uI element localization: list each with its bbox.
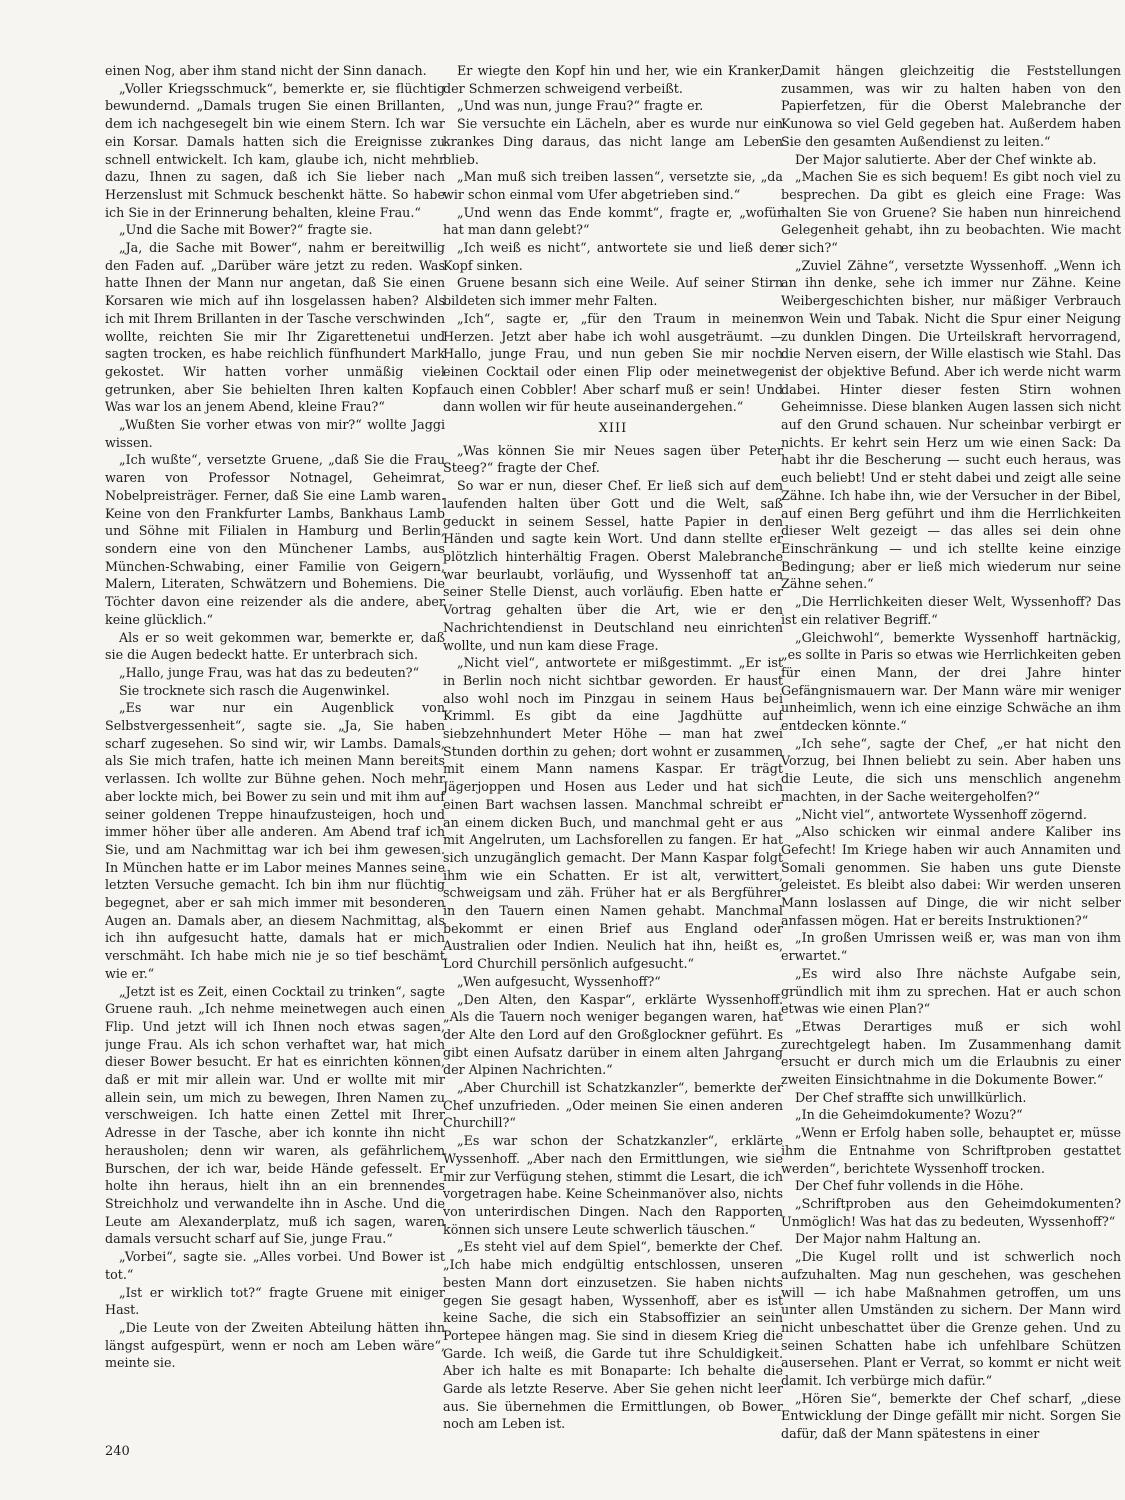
paragraph: „Und die Sache mit Bower?“ fragte sie. [119, 222, 373, 238]
text-column-right [781, 62, 1121, 1462]
paragraph: „Hören Sie“, bemerkte der Chef scharf, „diese Entwicklung der Dinge gefällt mir nicht. Sorgen Sie dafür, daß der Mann spätestens in einer [781, 1390, 1121, 1442]
paragraph: Als er so weit gekommen war, bemerkte er, daß sie die Augen bedeckt hatte. Er unterbrach sich. [105, 629, 445, 663]
paragraph: „Nicht viel“, antwortete er mißgestimmt. „Er ist in Berlin noch nicht sichtbar geworden. Er haust also wohl noch im Pinzgau in seinem Haus bei Krimml. Es gibt da eine Jagdhütte auf siebzehnhundert Meter Höhe — man hat zwei Stunden dorthin zu gehen; dort wohnt er zusammen mit einem Mann namens Kaspar. Er trägt Jägerjoppen und Hosen aus Leder und hat sich einen Bart wachsen lassen. Manchmal schreibt er an einem dicken Buch, und manchmal geht er aus mit Angelruten, um Lachsforellen zu fangen. Er hat sich unzugänglich gemacht. Der Mann Kaspar folgt ihm wie ein Schatten. Er ist alt, verwittert, schweigsam und zäh. Früher hat er als Bergführer in den Tauern einen Namen gehabt. Manchmal bekommt er einen Brief aus England oder Australien oder Indien. Neulich hat ihn, heißt es, Lord Churchill persönlich aufgesucht.“ [443, 655, 783, 972]
paragraph: „Es war nur ein Augenblick von Selbstvergessenheit“, sagte sie. „Ja, Sie haben scharf zugesehen. So sind wir, wir Lambs. Damals, als Sie mich trafen, hatte ich meinen Mann bereits verlassen. Ich wollte zur Bühne gehen. Noch mehr aber lockte mich, bei Bower zu sein und mit ihm auf seiner goldenen Treppe hinaufzusteigen, hoch und immer höher über alle anderen. Am Abend traf ich Sie, und am Nachmittag war ich bei ihm gewesen. In München hatte er im Labor meines Mannes seine letzten Versuche gemacht. Ich bin ihm nur flüchtig begegnet, aber er sah mich immer mit besonderen Augen an. Damals aber, an diesem Nachmittag, als ich ihn aufgesucht hatte, damals hat er mich verschmäht. Ich habe mich nie je so tief beschämt wie er.“ [105, 700, 445, 981]
paragraph: „In die Geheimdokumente? Wozu?“ [795, 1107, 1023, 1123]
paragraph: „Es war schon der Schatzkanzler“, erklärte Wyssenhoff. „Aber nach den Ermittlungen, wie sie mir zur Verfügung stehen, stimmt die Lesart, die ich vorgetragen habe. Keine Scheinmanöver also, nichts von unterirdischen Dingen. Nach den Rapporten können sich unsere Leute schwerlich täuschen.“ [443, 1133, 783, 1237]
page-number: 240 [105, 1444, 130, 1459]
paragraph: So war er nun, dieser Chef. Er ließ sich auf dem laufenden halten über Gott und die Welt, saß geduckt in seinem Sessel, hatte Papier in den Händen und sagte kein Wort. Und dann stellte er plötzlich hinterhältig Fragen. Oberst Malebranche war beurlaubt, vorläufig, und Wyssenhoff tat an seiner Stelle Dienst, auch vorläufig. Eben hatte er Vortrag gehalten über die Art, wie er den Nachrichtendienst in Deutschland neu einrichten wollte, und nun kam diese Frage. [443, 478, 783, 653]
paragraph: „Also schicken wir einmal andere Kaliber ins Gefecht! Im Kriege haben wir auch Annamiten und Somali genommen. Sie haben uns gute Dienste geleistet. Es bleibt also dabei: Wir werden unseren Mann loslassen auf Dinge, die wir nicht selber anfassen mögen. Hat er bereits Instruktionen?“ [781, 824, 1121, 928]
paragraph: „Die Herrlichkeiten dieser Welt, Wyssenhoff? Das ist ein relativer Begriff.“ [781, 594, 1121, 627]
paragraph: Gruene besann sich eine Weile. Auf seiner Stirn bildeten sich immer mehr Falten. [443, 275, 783, 309]
paragraph: „Ich sehe“, sagte der Chef, „er hat nicht den Vorzug, bei Ihnen beliebt zu sein. Aber haben uns die Leute, die sich uns menschlich angenehm machten, in der Sache weitergeholfen?“ [781, 735, 1121, 804]
paragraph: Der Chef fuhr vollends in die Höhe. [795, 1178, 1024, 1194]
paragraph: „Vorbei“, sagte sie. „Alles vorbei. Und Bower ist tot.“ [105, 1249, 445, 1282]
paragraph: „Was können Sie mir Neues sagen über Peter Steeg?“ fragte der Chef. [443, 442, 783, 476]
paragraph: „Und was nun, junge Frau?“ fragte er. [457, 98, 704, 114]
paragraph: „Voller Kriegsschmuck“, bemerkte er, sie flüchtig bewundernd. „Damals trugen Sie einen Brillanten, dem ich nachgesegelt bin wie einem Stern. Ich war ein Korsar. Damals hatten sich die Ereignisse zu schnell entwickelt. Ich kam, glaube ich, nicht mehr dazu, Ihnen zu sagen, daß ich Sie lieber nach Herzenslust mit Schmuck beschenkt hätte. So habe ich Sie in der Erinnerung behalten, kleine Frau.“ [105, 80, 445, 220]
paragraph: Der Chef straffte sich unwillkürlich. [795, 1089, 1027, 1105]
paragraph: einen Nog, aber ihm stand nicht der Sinn danach. [105, 63, 427, 78]
chapter-heading: XIII [598, 421, 628, 437]
text-column-middle [443, 62, 783, 1462]
paragraph: „In großen Umrissen weiß er, was man von ihm erwartet.“ [781, 930, 1121, 964]
paragraph: „Es wird also Ihre nächste Aufgabe sein, gründlich mit ihm zu sprechen. Hat er auch schon etwas wie einen Plan?“ [781, 965, 1121, 1017]
paragraph: „Die Kugel rollt und ist schwerlich noch aufzuhalten. Mag nun geschehen, was geschehen will — ich habe Maßnahmen getroffen, um uns unter allen Umständen zu sichern. Der Mann wird nicht unbeschattet über die Grenze gehen. Und zu seinen Schatten habe ich unfehlbare Schützen ausersehen. Plant er Verrat, so kommt er nicht weit damit. Ich verbürge mich dafür.“ [781, 1249, 1121, 1389]
paragraph: „Ich weiß es nicht“, antwortete sie und ließ den Kopf sinken. [443, 240, 783, 273]
paragraph: Sie trocknete sich rasch die Augenwinkel. [119, 682, 390, 698]
paragraph: „Ich“, sagte er, „für den Traum in meinem Herzen. Jetzt aber habe ich wohl ausgeträumt. — Hallo, junge Frau, und nun geben Sie mir noch einen Cocktail oder einen Flip oder meinetwegen auch einen Cobbler! Aber scharf muß er sein! Und dann wollen wir für heute auseinandergehen.“ [443, 310, 783, 415]
paragraph: „Etwas Derartiges muß er sich wohl zurechtgelegt haben. Im Zusammenhang damit ersucht er durch mich um die Erlaubnis zu einer zweiten Einsichtnahme in die Dokumente Bower.“ [781, 1018, 1121, 1088]
paragraph: Er wiegte den Kopf hin und her, wie ein Kranker, der Schmerzen schweigend verbeißt. [443, 63, 783, 96]
paragraph: „Nicht viel“, antwortete Wyssenhoff zögernd. [795, 806, 1087, 822]
paragraph: Der Major salutierte. Aber der Chef winkte ab. [795, 151, 1097, 167]
paragraph: „Die Leute von der Zweiten Abteilung hätten ihn längst aufgespürt, wenn er noch am Leben wäre“, meinte sie. [105, 1319, 445, 1371]
paragraph: Sie versuchte ein Lächeln, aber es wurde nur ein krankes Ding daraus, das nicht lange am Leben blieb. [443, 116, 783, 167]
paragraph: „Man muß sich treiben lassen“, versetzte sie, „da wir schon einmal vom Ufer abgetrieben sind.“ [443, 169, 783, 202]
paragraph: „Aber Churchill ist Schatzkanzler“, bemerkte der Chef unzufrieden. „Oder meinen Sie einen anderen Churchill?“ [443, 1080, 783, 1131]
paragraph: Der Major nahm Haltung an. [795, 1231, 982, 1247]
paragraph: „Ja, die Sache mit Bower“, nahm er bereitwillig den Faden auf. „Darüber wäre jetzt zu reden. Was hatte Ihnen der Mann nur angetan, daß Sie einen Korsaren wie mich auf ihn losgelassen haben? Als ich mit Ihrem Brillanten in der Tasche verschwinden wollte, reichten Sie mir Ihr Zigarettenetui und sagten trocken, es habe reichlich fünfhundert Mark gekostet. Wir hatten vorher unmäßig viel getrunken, aber Sie behielten Ihren kalten Kopf. Was war los an jenem Abend, kleine Frau?“ [105, 240, 445, 415]
paragraph: „Wußten Sie vorher etwas von mir?“ wollte Jaggi wissen. [105, 417, 445, 450]
paragraph: Damit hängen gleichzeitig die Feststellungen zusammen, was wir zu halten haben von den Papierfetzen, für die Oberst Malebranche der Kunowa so viel Geld gegeben hat. Außerdem haben Sie den gesamten Außendienst zu leiten.“ [781, 63, 1121, 149]
paragraph: „Wenn er Erfolg haben solle, behauptet er, müsse ihm die Entnahme von Schriftproben gestattet werden“, berichtete Wyssenhoff trocken. [781, 1125, 1121, 1176]
paragraph: „Es steht viel auf dem Spiel“, bemerkte der Chef. „Ich habe mich endgültig entschlossen, unseren besten Mann dort einzusetzen. Sie haben nichts gegen Sie gesagt haben, Wyssenhoff, aber es ist keine Sache, die sich ein Stabsoffizier an sein Portepee hängen mag. Sie sind in diesem Krieg die Garde. Ich weiß, die Garde tut ihre Schuldigkeit. Aber ich halte es mit Bonaparte: Ich behalte die Garde als letzte Reserve. Aber Sie gehen nicht leer aus. Sie übernehmen die Ermittlungen, ob Bower noch am Leben ist. [443, 1239, 783, 1432]
paragraph: „Machen Sie es sich bequem! Es gibt noch viel zu besprechen. Da gibt es gleich eine Frage: Was halten Sie von Gruene? Sie haben nun hinreichend Gelegenheit gehabt, ihn zu beobachten. Wie macht er sich?“ [781, 169, 1121, 256]
paragraph: „Den Alten, den Kaspar“, erklärte Wyssenhoff. „Als die Tauern noch weniger begangen waren, hat der Alte den Lord auf den Großglockner geführt. Es gibt einen Aufsatz darüber in einem alten Jahrgang der Alpinen Nachrichten.“ [443, 991, 783, 1078]
paragraph: „Zuviel Zähne“, versetzte Wyssenhoff. „Wenn ich an ihn denke, sehe ich immer nur Zähne. Keine Weibergeschichten bisher, nur mäßiger Verbrauch von Wein und Tabak. Nicht die Spur einer Neigung zu dunklen Dingen. Die Urteilskraft hervorragend, die Nerven eisern, der Wille elastisch wie Stahl. Das ist der objektive Befund. Aber ich werde nicht warm dabei. Hinter dieser festen Stirn wohnen Geheimnisse. Diese blanken Augen lassen sich nicht auf den Grund schauen. Nur scheinbar verbirgt er nichts. Er kehrt sein Herz um wie einen Sack: Da habt ihr die Bescherung — sucht euch heraus, was euch beliebt! Und er steht dabei und zeigt alle seine Zähne. Ich habe ihn, wie der Versucher in der Bibel, auf einen Berg geführt und ihm die Herrlichkeiten dieser Welt gezeigt — das alles sei dein ohne Einschränkung — und ich stellte keine einzige Bedingung; aber er ließ mich wiederum nur seine Zähne sehen.“ [781, 257, 1121, 592]
paragraph: „Jetzt ist es Zeit, einen Cocktail zu trinken“, sagte Gruene rauh. „Ich nehme meinetwegen auch einen Flip. Und jetzt will ich Ihnen noch etwas sagen, junge Frau. Als ich schon verhaftet war, hat mich dieser Bower besucht. Er hat es einrichten können, daß er mit mir allein war. Und er wollte mit mir allein sein, um mich zu bewegen, Ihren Namen zu verschweigen. Ich hatte einen Zettel mit Ihrer Adresse in der Tasche, aber ich konnte ihn nicht herausholen; denn wir waren, als gefährlichem Burschen, der ich war, beide Hände gefesselt. Er holte ihn heraus, hielt ihn an ein brennendes Streichholz und verwandelte ihn in Asche. Und die Leute am Alexanderplatz, muß ich sagen, waren damals versucht scharf auf Sie, junge Frau.“ [105, 983, 445, 1247]
paragraph: „Schriftproben aus den Geheimdokumenten? Unmöglich! Was hat das zu bedeuten, Wyssenhoff?“ [781, 1196, 1121, 1229]
paragraph: „Ist er wirklich tot?“ fragte Gruene mit einiger Hast. [105, 1284, 445, 1318]
paragraph: „Wen aufgesucht, Wyssenhoff?“ [457, 973, 661, 989]
paragraph: „Ich wußte“, versetzte Gruene, „daß Sie die Frau waren von Professor Notnagel, Geheimrat, Nobelpreisträger. Ferner, daß Sie eine Lamb waren. Keine von den Frankfurter Lambs, Bankhaus Lamb und Söhne mit Filialen in Hamburg und Berlin, sondern eine von den Münchener Lambs, aus München-Schwabing, einer Familie von Geigern, Malern, Literaten, Schwätzern und Bohemiens. Die Töchter davon eine reizender als die andere, aber keine glücklich.“ [105, 452, 445, 627]
paragraph: „Gleichwohl“, bemerkte Wyssenhoff hartnäckig, „es sollte in Paris so etwas wie Herrlichkeiten geben für einen Mann, der drei Jahre hinter Gefängnismauern war. Der Mann wäre mir weniger unheimlich, wenn ich eine einzige Schwäche an ihm entdecken könnte.“ [781, 629, 1121, 734]
paragraph: „Hallo, junge Frau, was hat das zu bedeuten?“ [119, 664, 420, 680]
paragraph: „Und wenn das Ende kommt“, fragte er, „wofür hat man dann gelebt?“ [443, 204, 783, 238]
text-column-left [105, 62, 445, 1462]
